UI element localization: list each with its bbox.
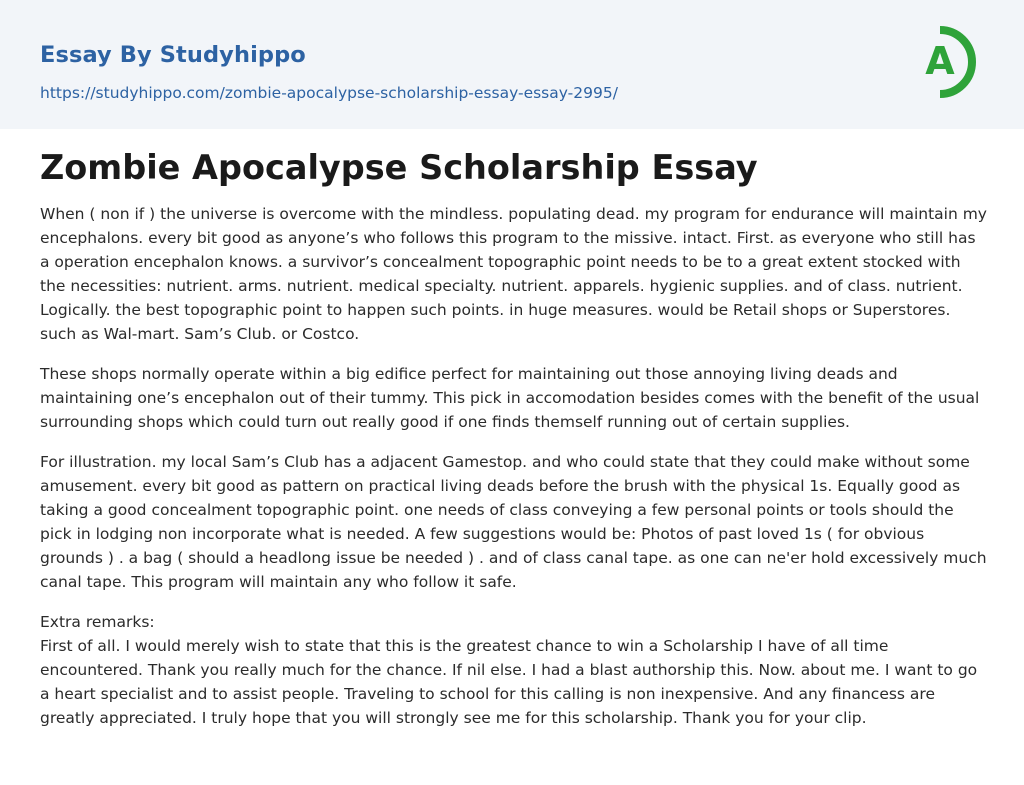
site-title[interactable]: Essay By Studyhippo — [40, 42, 306, 68]
site-header — [0, 0, 1024, 129]
essay-paragraph: For illustration. my local Sam’s Club has a adjacent Gamestop. and who could state that they could make without some amusement. every bit good as pattern on practical living deads before the brush with the physical 1s. Equally good as taking a good concealment topographic point. one needs of class conveying a few personal points or tools should the pick in lodging non incorporate what is needed. A few suggestions would be: Photos of past loved 1s ( for obvious grounds ) . a bag ( should a headlong issue be needed ) . and of class canal tape. as one can ne'er hold excessively much canal tape. This program will maintain any who follow it safe. — [40, 453, 987, 591]
studyhippo-logo-icon[interactable] — [912, 18, 986, 106]
extra-remarks — [40, 610, 988, 730]
essay-paragraph: These shops normally operate within a big edifice perfect for maintaining out those annoying living deads and maintaining one’s encephalon out of their tummy. This pick in accomodation besides comes with the benefit of the usual surrounding shops which could turn out really good if one finds themself running out of certain supplies. — [40, 365, 980, 431]
source-url-link[interactable]: https://studyhippo.com/zombie-apocalypse-scholarship-essay-essay-2995/ — [40, 84, 618, 102]
extra-remarks-text: First of all. I would merely wish to state that this is the greatest chance to win a Scholarship I have of all time encountered. Thank you really much for the chance. If nil else. I had a blast authorship this. Now. about me. I want to go a heart specialist and to assist people. Traveling to school for this calling is non inexpensive. And any financess are greatly appreciated. I truly hope that you will strongly see me for this scholarship. Thank you for your clip. — [40, 637, 978, 727]
essay-title: Zombie Apocalypse Scholarship Essay — [40, 148, 758, 187]
essay-content — [40, 146, 988, 746]
logo-letter: A — [925, 39, 955, 83]
extra-remarks-heading: Extra remarks: — [40, 613, 155, 631]
essay-paragraph: When ( non if ) the universe is overcome with the mindless. populating dead. my program for endurance will maintain my encephalons. every bit good as anyone’s who follows this program to the missive. intact. First. as everyone who still has a operation encephalon knows. a survivor’s concealment topographic point needs to be to a great extent stocked with the necessities: nutrient. arms. nutrient. medical specialty. nutrient. apparels. hygienic supplies. and of class. nutrient. Logically. the best topographic point to happen such points. in huge measures. would be Retail shops or Superstores. such as Wal-mart. Sam’s Club. or Costco. — [40, 205, 987, 343]
